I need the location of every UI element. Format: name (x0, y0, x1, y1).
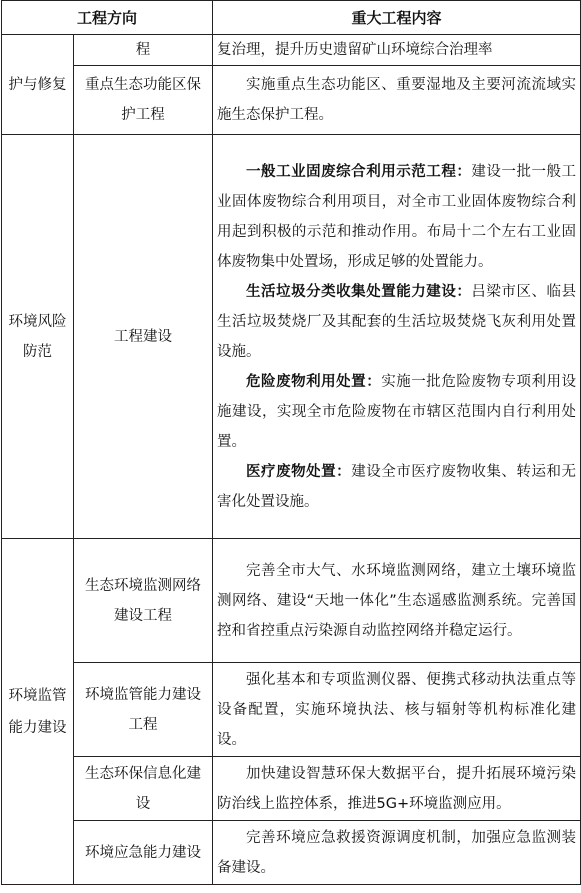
content-paragraph (217, 457, 576, 517)
content-paragraph: 完善环境应急救援资源调度机制，加强应急监测装备建设。 (217, 829, 577, 876)
header-content: 重大工程内容 (213, 1, 581, 35)
sub-project-cell: 工程建设 (74, 135, 213, 539)
sub-project-cell: 程 (74, 35, 213, 66)
content-heading: 医疗废物处置： (246, 463, 352, 480)
sub-project-cell: 重点生态功能区保护工程 (74, 66, 213, 135)
table-row (2, 663, 581, 757)
content-cell (213, 663, 581, 757)
content-cell (213, 35, 581, 66)
content-paragraph: 强化基本和专项监测仪器、便携式移动执法重点等设备配置，实施环境执法、核与辐射等机构标准化建设。 (217, 671, 577, 748)
content-paragraph: 复治理，提升历史遗留矿山环境综合治理率 (217, 42, 493, 58)
content-text: 实施一批危险废物专项利用设施建设，实现全市危险废物在市辖区范围内自行利用处置。 (217, 373, 577, 450)
table-row (2, 135, 581, 539)
header-direction: 工程方向 (2, 1, 213, 35)
content-paragraph (217, 277, 576, 367)
content-cell (213, 135, 581, 539)
content-cell (213, 821, 581, 885)
content-text: 吕梁市区、临县生活垃圾焚烧厂及其配套的生活垃圾焚烧飞灰利用处置设施。 (217, 283, 577, 360)
content-cell (213, 539, 581, 663)
content-cell (213, 66, 581, 135)
table-row (2, 35, 581, 66)
content-text: 建设一批一般工业固体废物综合利用项目，对全市工业固体废物综合利用起到积极的示范和推动作用。布局十二个左右工业固体废物集中处置场，形成足够的处置能力。 (217, 163, 577, 270)
table-row (2, 539, 581, 663)
content-text: 建设全市医疗废物收集、转运和无害化处置设施。 (217, 463, 577, 510)
sub-project-cell: 生态环保信息化建设 (74, 757, 213, 821)
content-paragraph (217, 157, 576, 277)
table-header-row (2, 1, 581, 35)
table-row (2, 821, 581, 885)
sub-project-cell: 环境监管能力建设工程 (74, 663, 213, 757)
project-table (1, 0, 581, 885)
table-row (2, 66, 581, 135)
table-row (2, 757, 581, 821)
content-paragraph: 实施重点生态功能区、重要湿地及主要河流流域实施生态保护工程。 (217, 77, 577, 123)
content-heading: 生活垃圾分类收集处置能力建设： (246, 283, 472, 300)
direction-cell: 环境风险防范 (2, 135, 74, 539)
content-paragraph (217, 367, 576, 457)
content-paragraph: 完善全市大气、水环境监测网络，建立土壤环境监测网络、建设“天地一体化”生态遥感监测系统。完善国控和省控重点污染源自动监控网络并稳定运行。 (217, 562, 577, 639)
direction-cell: 护与修复 (2, 35, 74, 135)
sub-project-cell: 环境应急能力建设 (74, 821, 213, 885)
direction-cell: 环境监管能力建设 (2, 539, 74, 885)
content-heading: 危险废物利用处置： (246, 373, 382, 390)
content-cell (213, 757, 581, 821)
content-heading: 一般工业固废综合利用示范工程： (246, 163, 472, 180)
content-paragraph: 加快建设智慧环保大数据平台，提升拓展环境污染防治线上监控体系，推进5G+环境监测应用。 (217, 765, 577, 812)
sub-project-cell: 生态环境监测网络建设工程 (74, 539, 213, 663)
